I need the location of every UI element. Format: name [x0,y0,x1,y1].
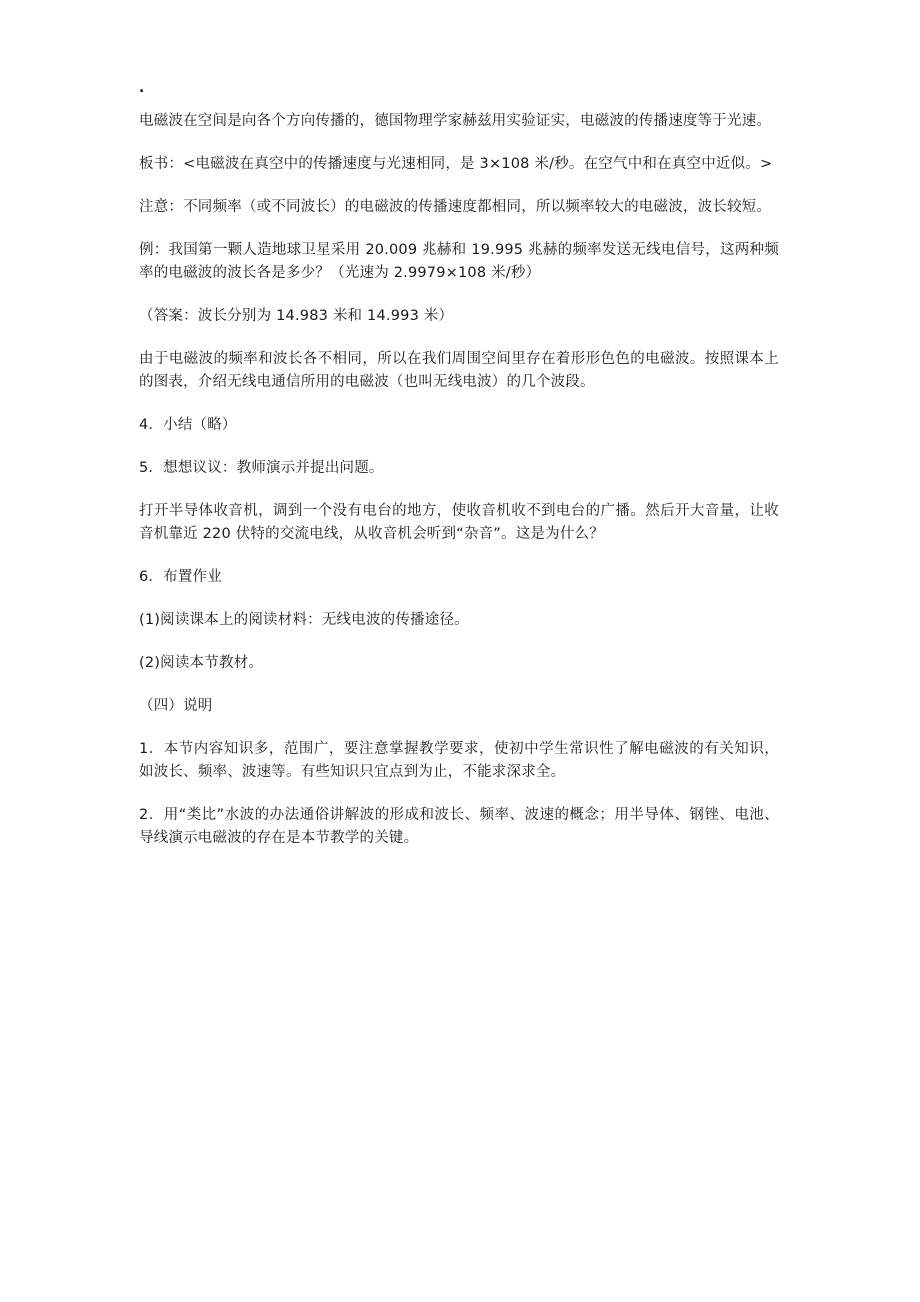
paragraph-propagation: 电磁波在空间是向各个方向传播的，德国物理学家赫兹用实验证实，电磁波的传播速度等于光速。 [139,113,772,129]
paragraph-radio-demo: 打开半导体收音机，调到一个没有电台的地方，使收音机收不到电台的广播。然后开大音量，让收音机靠近 220 伏特的交流电线，从收音机会听到“杂音”。这是为什么？ [139,503,779,542]
paragraph-blackboard-note: 板书：<电磁波在真空中的传播速度与光速相同，是 3×108 米/秒。在空气中和在真空中近似。> [139,156,773,172]
heading-summary: 4．小结（略） [139,417,237,433]
document-body [139,78,779,870]
paragraph-answer: （答案：波长分别为 14.983 米和 14.993 米） [139,308,454,324]
heading-homework: 6．布置作业 [139,569,222,585]
homework-item-2: (2)阅读本节教材。 [139,655,264,671]
paragraph-wave-bands: 由于电磁波的频率和波长各不相同，所以在我们周围空间里存在着形形色色的电磁波。按照课本上的图表，介绍无线电通信所用的电磁波（也叫无线电波）的几个波段。 [139,351,779,390]
heading-notes: （四）说明 [139,698,213,714]
homework-item-1: (1)阅读课本上的阅读材料：无线电波的传播途径。 [139,612,469,628]
top-mark: . [139,80,145,96]
note-item-2: 2．用“类比”水波的办法通俗讲解波的形成和波长、频率、波速的概念；用半导体、钢锉、电池、导线演示电磁波的存在是本节教学的关键。 [139,807,779,846]
heading-discussion: 5．想想议议：教师演示并提出问题。 [139,460,384,476]
paragraph-example: 例：我国第一颗人造地球卫星采用 20.009 兆赫和 19.995 兆赫的频率发送无线电信号，这两种频率的电磁波的波长各是多少？（光速为 2.9979×108 米/秒） [139,242,779,281]
paragraph-attention: 注意：不同频率（或不同波长）的电磁波的传播速度都相同，所以频率较大的电磁波，波长较短。 [139,199,772,215]
note-item-1: 1．本节内容知识多，范围广，要注意掌握教学要求，使初中学生常识性了解电磁波的有关知识，如波长、频率、波速等。有些知识只宜点到为止，不能求深求全。 [139,741,779,780]
